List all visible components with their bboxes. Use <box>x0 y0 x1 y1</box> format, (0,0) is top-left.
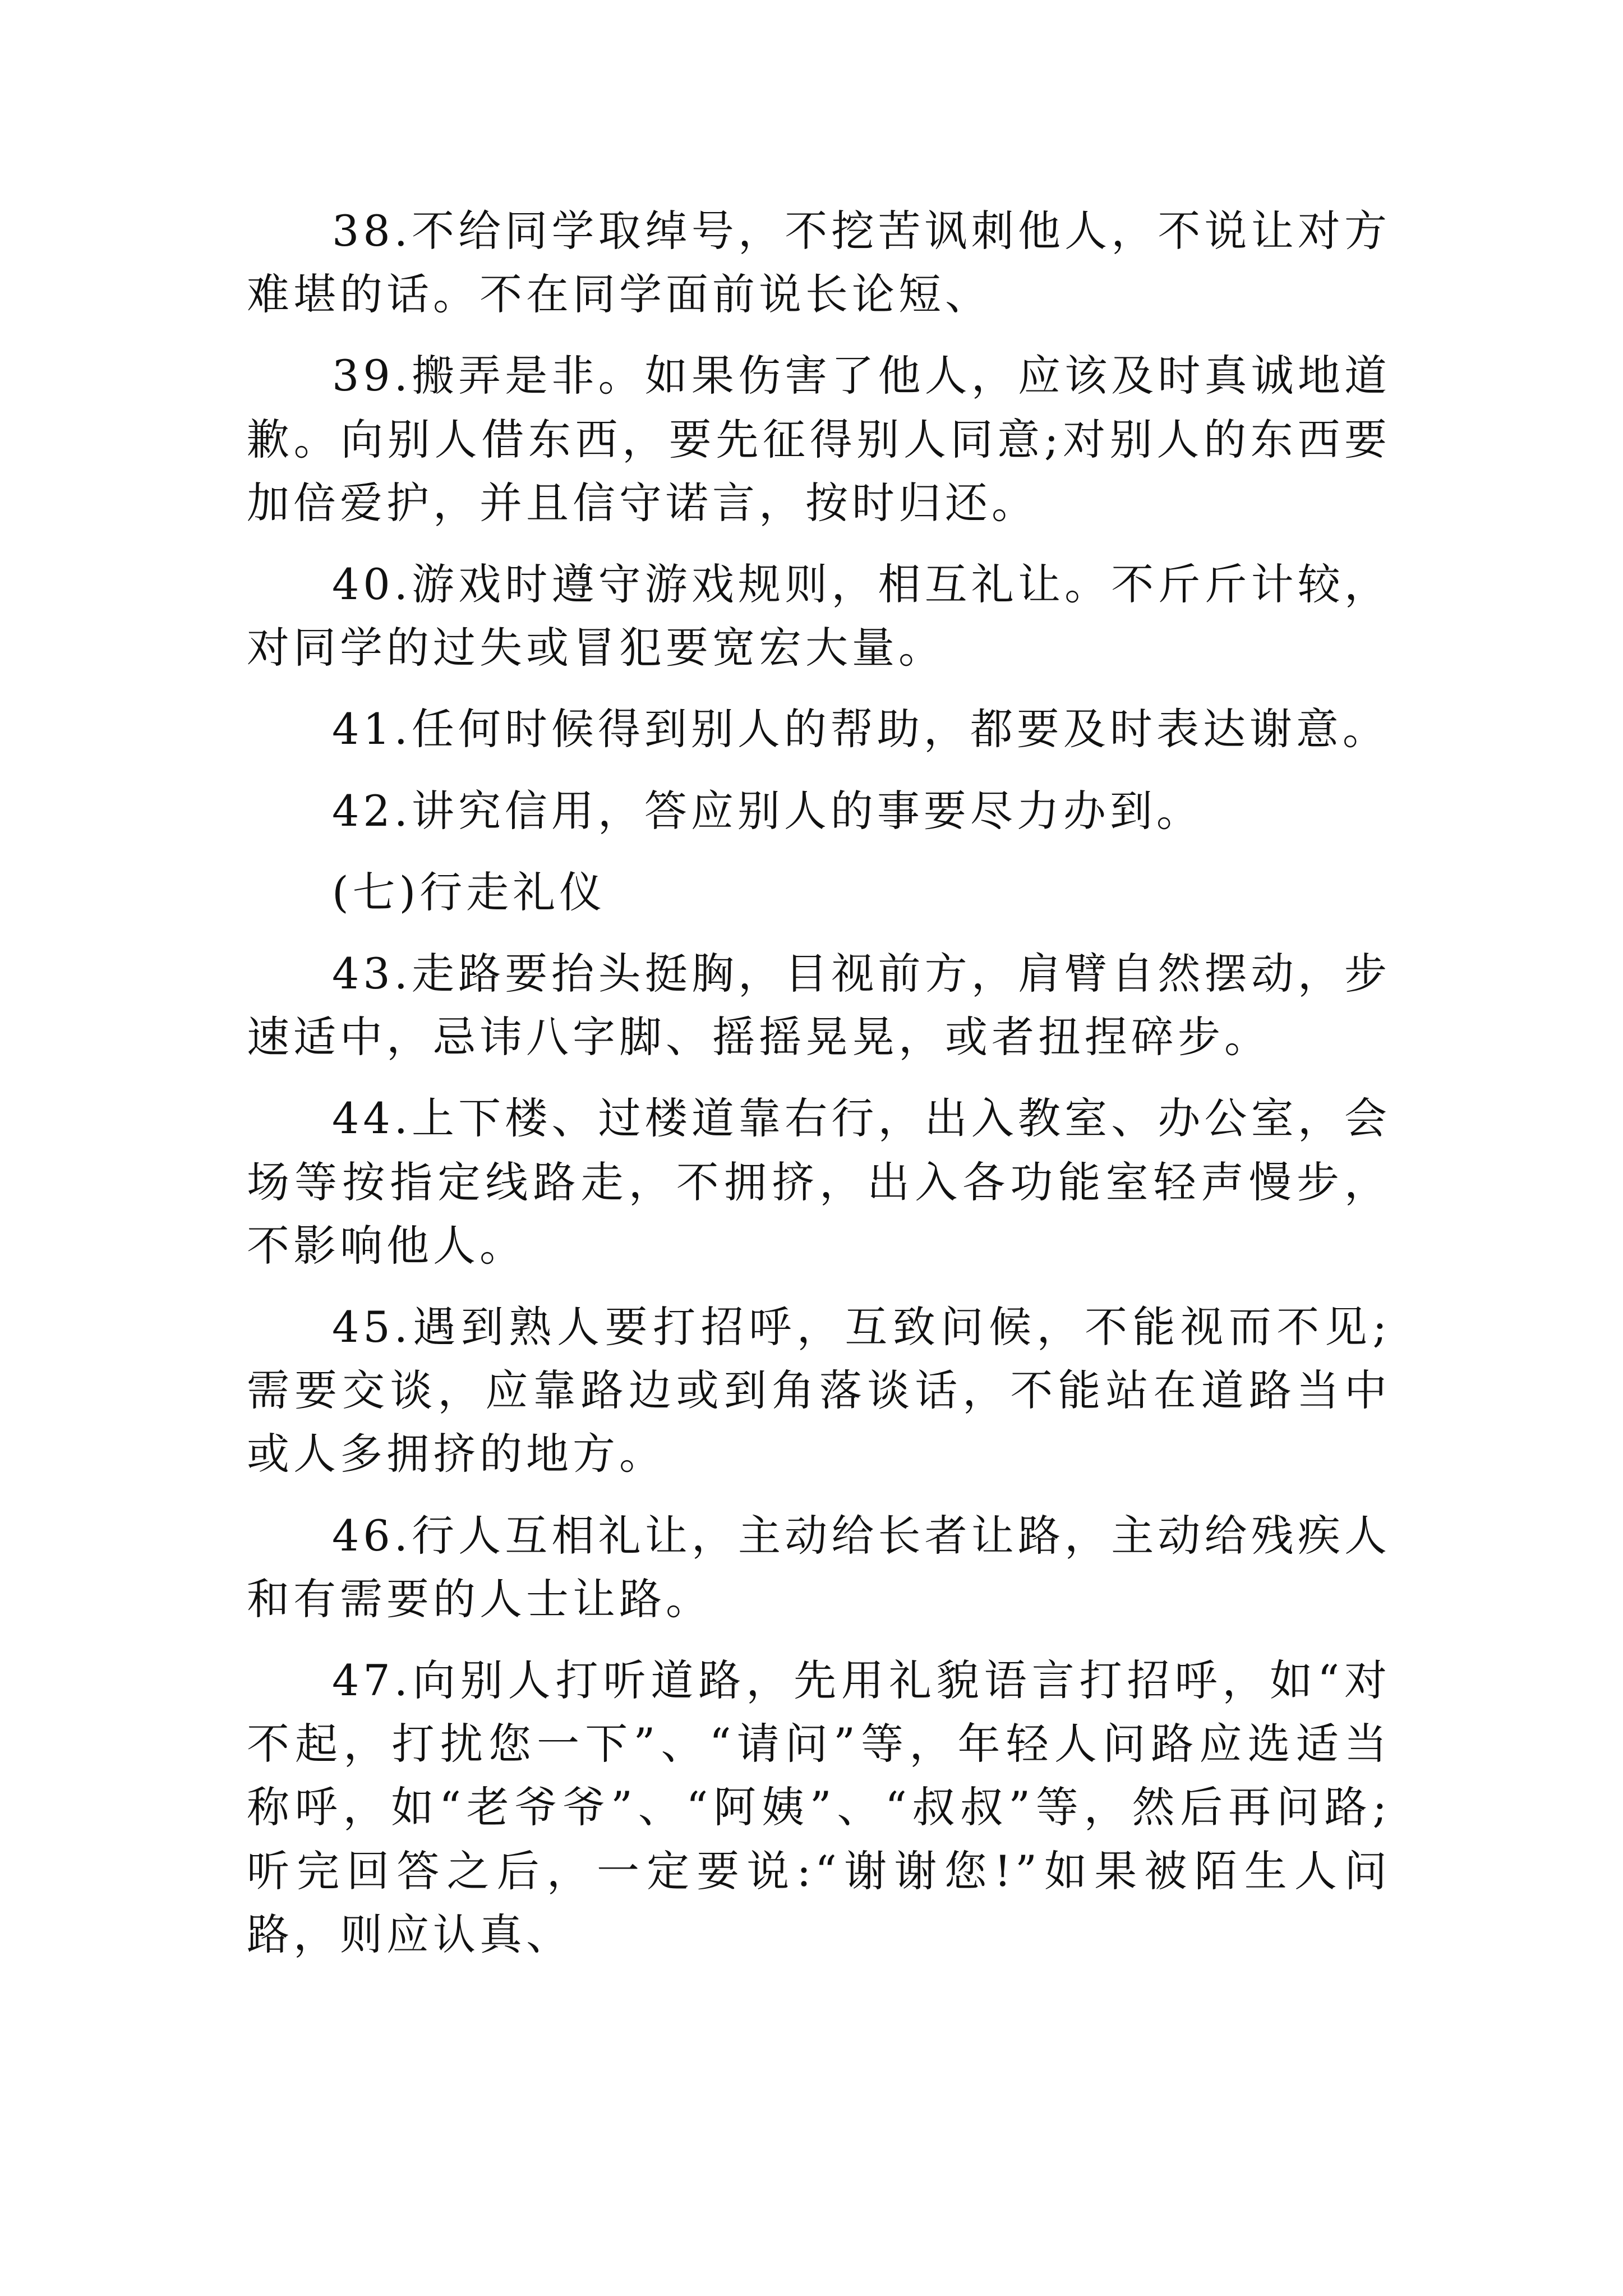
paragraph-38: 38.不给同学取绰号，不挖苦讽刺他人，不说让对方难堪的话。不在同学面前说长论短、 <box>247 206 1391 320</box>
paragraph-40: 40.游戏时遵守游戏规则，相互礼让。不斤斤计较，对同学的过失或冒犯要宽宏大量。 <box>247 559 1391 673</box>
paragraph-39: 39.搬弄是非。如果伤害了他人，应该及时真诚地道歉。向别人借东西，要先征得别人同意;对别人的东西要加倍爱护，并且信守诺言，按时归还。 <box>247 351 1391 528</box>
paragraph-46: 46.行人互相礼让，主动给长者让路，主动给残疾人和有需要的人士让路。 <box>247 1510 1391 1624</box>
document-body <box>247 199 1391 1966</box>
paragraph-42: 42.讲究信用，答应别人的事要尽力办到。 <box>332 785 1203 836</box>
paragraph-45: 45.遇到熟人要打招呼，互致问候，不能视而不见;需要交谈，应靠路边或到角落谈话，不能站在道路当中或人多拥挤的地方。 <box>247 1302 1391 1479</box>
paragraph-41: 41.任何时候得到别人的帮助，都要及时表达谢意。 <box>332 704 1389 754</box>
paragraph-44: 44.上下楼、过楼道靠右行，出入教室、办公室，会场等按指定线路走，不拥挤，出入各功能室轻声慢步，不影响他人。 <box>247 1093 1391 1271</box>
paragraph-47: 47.向别人打听道路，先用礼貌语言打招呼，如“对不起，打扰您一下”、“请问”等，年轻人问路应选适当称呼，如“老爷爷”、“阿姨”、“叔叔”等，然后再问路;听完回答之后，一定要说:“谢谢您!”如果被陌生人问路，则应认真、 <box>247 1655 1391 1959</box>
section-heading-walking-etiquette: (七)行走礼仪 <box>332 867 606 917</box>
paragraph-43: 43.走路要抬头挺胸，目视前方，肩臂自然摆动，步速适中，忌讳八字脚、摇摇晃晃，或者扭捏碎步。 <box>247 949 1391 1062</box>
